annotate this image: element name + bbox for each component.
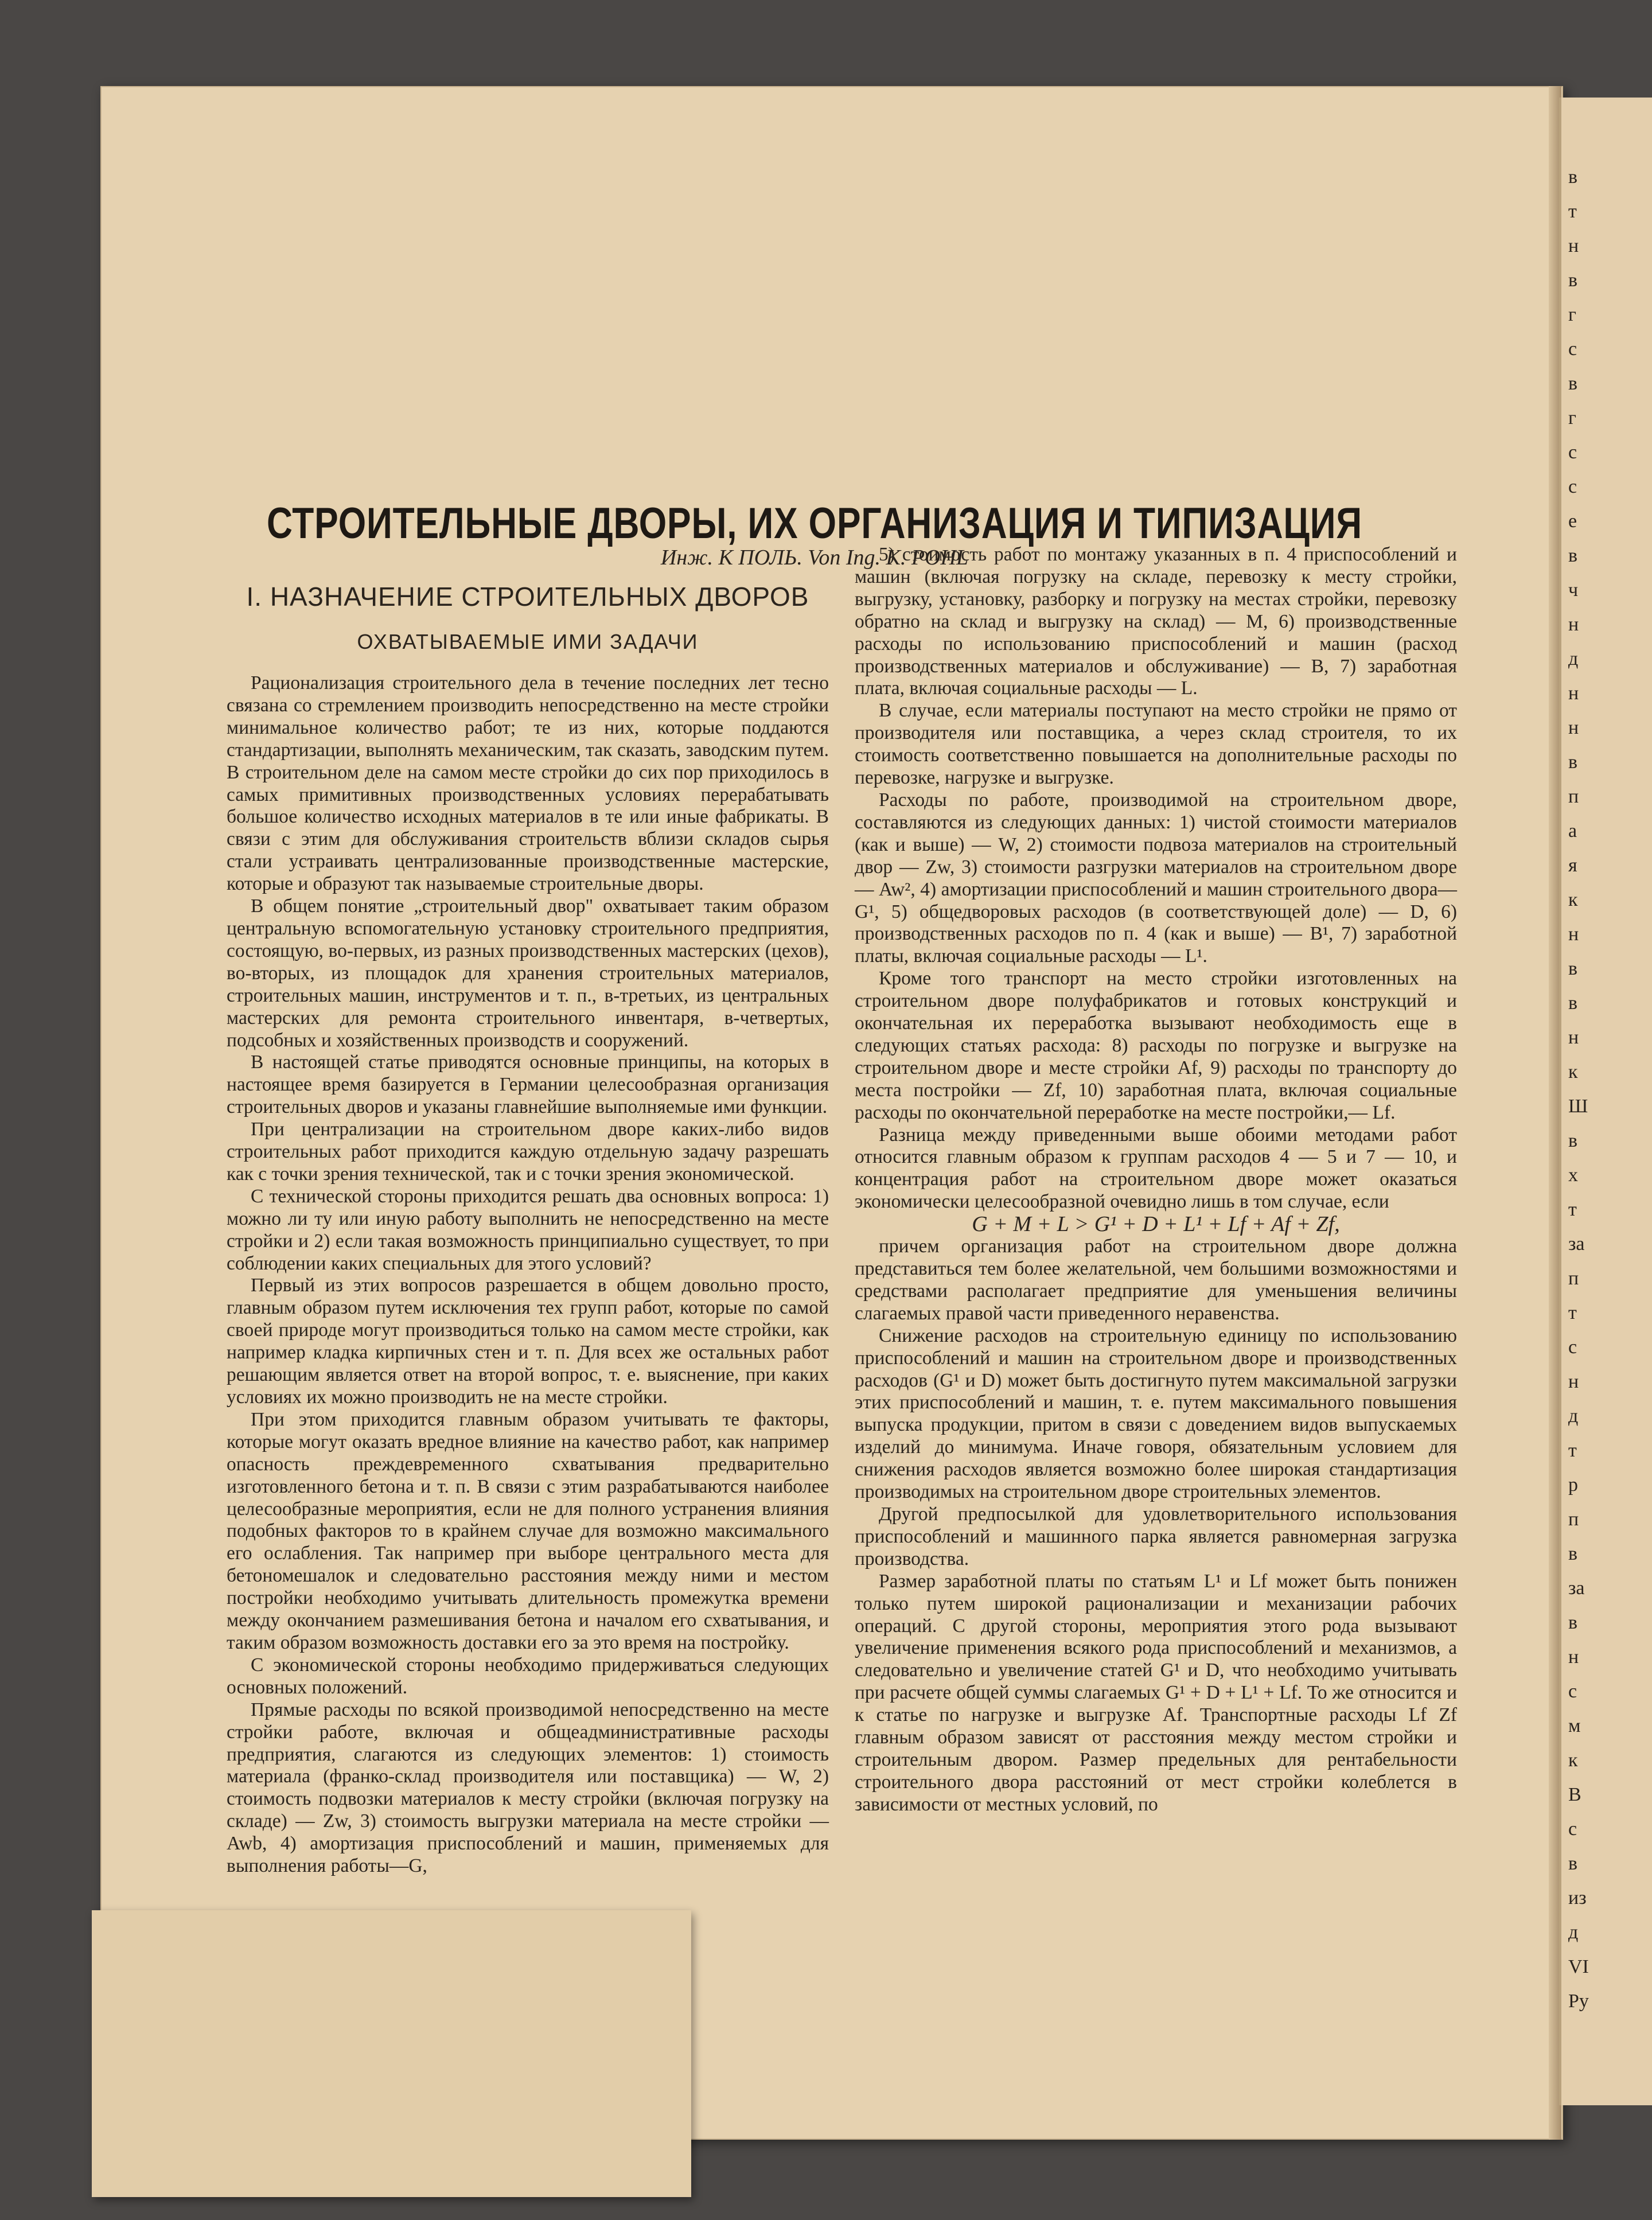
adjacent-page-fragment: ч <box>1568 579 1579 601</box>
right-column <box>855 544 1457 1816</box>
adjacent-page-fragment: Ру <box>1568 1991 1589 2012</box>
adjacent-page-fragment: с <box>1568 476 1577 497</box>
paragraph: При этом приходится главным образом учитывать те факторы, которые могут оказать вредное влияние на качество работ, как например опасность преждевременного схватывания предварительно изготовленного бетона и т. п. В связи с этим разрабатываются наиболее целесообразные мероприятия, если не для полного устранения влияния подобных факторов то в крайнем случае для возможно максимального его ослабления. Так например при выборе центрального места для бетономешалок и следовательно расстояния между ними и местом постройки необходимо учитывать длительность промежутка времени между окончанием размешивания бетона и началом его схватывания, и таким образом возможность доставки его за это время на постройку. <box>227 1408 829 1653</box>
adjacent-page-fragment: п <box>1568 1509 1579 1530</box>
adjacent-page-fragment: из <box>1568 1887 1587 1909</box>
paragraph: Расходы по работе, производимой на строительном дворе, составляются из следующих данных: 1) чистой стоимости материалов (как и выше) — W, 2) стоимости подвоза материалов на строительный двор — Zw, 3) стоимости разгрузки материалов на строительном дворе — Aw², 4) амортизации приспособлений и машин строительного двора—G¹, 5) общедворовых расходов (в соответствующей доле) — D, 6) производственных расходов по п. 4 (как и выше) — B¹, 7) заработной платы, включая социальные расходы — L¹. <box>855 789 1457 967</box>
adjacent-page-fragment: с <box>1568 338 1577 360</box>
adjacent-page-fragment: п <box>1568 786 1579 807</box>
adjacent-page-fragment: к <box>1568 889 1578 910</box>
paragraph: Разница между приведенными выше обоими методами работ относится главным образом к группам расходов 4 — 5 и 7 — 10, и концентрация работ на строительном дворе может оказаться экономически целесообразной очевидно лишь в том случае, если <box>855 1124 1457 1213</box>
paragraph: Прямые расходы по всякой производимой непосредственно на месте стройки работе, включая и общеадминистративные расходы предприятия, слагаются из следующих элементов: 1) стоимость материала (франко-склад производителя или поставщика) — W, 2) стоимость подвозки материалов к месту стройки (включая погрузку на складе) — Zw, 3) стоимость выгрузки материала на месте стройки — Awb, 4) амортизация приспособлений и машин, применяемых для выполнения работы—G, <box>227 1699 829 1877</box>
adjacent-page-fragment: н <box>1568 1027 1579 1048</box>
adjacent-page-fragment: с <box>1568 1681 1577 1702</box>
adjacent-page-fragment: н <box>1568 683 1579 704</box>
adjacent-page-fragment: в <box>1568 1130 1578 1151</box>
adjacent-page-fragment: в <box>1568 373 1578 394</box>
adjacent-page-fragment: н <box>1568 235 1579 256</box>
section-subheading: ОХВАТЫВАЕМЫЕ ИМИ ЗАДАЧИ <box>357 630 699 653</box>
adjacent-page-fragment: н <box>1568 924 1579 945</box>
paragraph: Рационализация строительного дела в течение последних лет тесно связана со стремлением производить непосредственно на месте стройки минимальное количество работ; те из них, которые поддаются стандартизации, выполнять механическим, так сказать, заводским путем. В строительном деле на самом месте стройки до сих пор приходилось в самых примитивных производственных условиях перерабатывать большое количество исходных материалов в те или иные фабрикаты. В связи с этим для обслуживания строительств вблизи складов сырья стали устраивать централизованные производственные мастерские, которые и образуют так называемые строительные дворы. <box>227 672 829 895</box>
paragraph: Кроме того транспорт на место стройки изготовленных на строительном дворе полуфабрикатов и готовых конструкций и окончательная их переработка вызывают необходимость еще в следующих статьях расхода: 8) расходы по погрузке и выгрузке на строительном дворе и месте стройки Af, 9) расходы по транспорту до места постройки — Zf, 10) заработная плата, включая социальные расходы по окончательной переработке на месте постройки,— Lf. <box>855 968 1457 1123</box>
paragraph: причем организация работ на строительном дворе должна представиться тем более желательной, чем большими возможностями и средствами располагает предприятие для уменьшения величины слагаемых правой части приведенного неравенства. <box>855 1236 1457 1324</box>
paragraph: В общем понятие „строительный двор" охватывает таким образом центральную вспомогательную установку строительного предприятия, состоящую, во-первых, из разных производственных мастерских (цехов), во-вторых, из площадок для хранения строительных материалов, строительных машин, инструментов и т. п., в-третьих, из центральных мастерских для ремонта строительного инвентаря, в-четвертых, подсобных и хозяйственных производств и сооружений. <box>227 895 829 1051</box>
adjacent-page-fragment: Ш <box>1568 1096 1588 1117</box>
adjacent-page-fragment: т <box>1568 1302 1577 1323</box>
adjacent-page-fragment: т <box>1568 1440 1577 1461</box>
article-title: СТРОИТЕЛЬНЫЕ ДВОРЫ, ИХ ОРГАНИЗАЦИЯ И ТИПИЗАЦИЯ <box>267 498 1362 548</box>
adjacent-page-fragment: в <box>1568 751 1578 773</box>
adjacent-page-fragment: к <box>1568 1750 1578 1771</box>
adjacent-page-fragment: в <box>1568 958 1578 979</box>
adjacent-page-fragment: к <box>1568 1061 1578 1082</box>
adjacent-page-fragment: в <box>1568 545 1578 566</box>
paragraph: 5) стоимость работ по монтажу указанных в п. 4 приспособлений и машин (включая погрузку на складе, перевозку к месту стройки, выгрузку, установку, разборку и погрузку на местах стройки, перевозку обратно на склад и выгрузку на склад) — M, 6) производственные расходы по использованию приспособлений и машин (расход производственных материалов и обслуживание) — B, 7) заработная плата, включая социальные расходы — L. <box>855 544 1457 699</box>
paragraph: Первый из этих вопросов разрешается в общем довольно просто, главным образом путем исключения тех групп работ, которые по самой своей природе могут производиться только на самом месте стройки, как например кладка кирпичных стен и т. п. Для всех же остальных работ решающим является ответ на второй вопрос, т. е. выяснение, при каких условиях их можно производить не на месте стройки. <box>227 1275 829 1408</box>
paragraph: При централизации на строительном дворе каких-либо видов строительных работ приходится каждую отдельную задачу разрешать как с точки зрения технической, так и с точки зрения экономической. <box>227 1119 829 1185</box>
adjacent-page-fragment: м <box>1568 1715 1581 1736</box>
left-column <box>227 579 829 1878</box>
adjacent-page-fragment: д <box>1568 1922 1579 1943</box>
paragraph: Снижение расходов на строительную единицу по использованию приспособлений и машин на строительном дворе и производственных расходов (G¹ и D) может быть достигнуто путем максимальной загрузки этих приспособлений и машин, т. е. путем максимального повышения выпуска продукции, притом в связи с доведением видов выпускаемых изделий до минимума. Иначе говоря, обязательным условием для снижения расходов является возможно более широкая стандартизация производимых на строительном дворе строительных элементов. <box>855 1325 1457 1503</box>
adjacent-page-fragment: VI <box>1568 1956 1589 1977</box>
adjacent-page-fragment: н <box>1568 614 1579 635</box>
adjacent-page-fragment: в <box>1568 1853 1578 1874</box>
adjacent-page-fragment: н <box>1568 1371 1579 1392</box>
paragraph: В случае, если материалы поступают на место стройки не прямо от производителя или поставщика, а через склад строителя, то их стоимость соответственно повышается на дополнительные расходы по перевозке, нагрузке и выгрузке. <box>855 700 1457 789</box>
adjacent-page-fragment: г <box>1568 304 1576 325</box>
adjacent-page-fragment: т <box>1568 1199 1577 1220</box>
adjacent-page-fragment: н <box>1568 717 1579 738</box>
adjacent-page-fragment: д <box>1568 1405 1579 1427</box>
adjacent-page-fragment: с <box>1568 1337 1577 1358</box>
adjacent-page-fragment: д <box>1568 648 1579 669</box>
section-heading: I. НАЗНАЧЕНИЕ СТРОИТЕЛЬНЫХ ДВОРОВ <box>246 582 809 612</box>
paragraph: С экономической стороны необходимо придерживаться следующих основных положений. <box>227 1654 829 1698</box>
paragraph: С технической стороны приходится решать два основных вопроса: 1) можно ли ту или иную работу выполнить не непосредственно на месте стройки и 2) если такая возможность принципиально существует, то при соблюдении каких специальных для этого условий? <box>227 1185 829 1274</box>
adjacent-page-fragment: в <box>1568 1543 1578 1564</box>
paragraph: В настоящей статье приводятся основные принципы, на которых в настоящее время базируется в Германии целесообразная организация строительных дворов и указаны главнейшие выполняемые ими функции. <box>227 1051 829 1118</box>
adjacent-page-fragment: с <box>1568 442 1577 463</box>
adjacent-page-edge <box>1559 98 1652 2105</box>
adjacent-page-fragment: п <box>1568 1268 1579 1289</box>
inequality-formula: G + M + L > G¹ + D + L¹ + Lf + Af + Zf, <box>972 1212 1340 1237</box>
page-torn-edge <box>92 1910 691 2197</box>
article-author: Инж. К ПОЛЬ. Von Ing. K. POHL <box>660 546 969 570</box>
adjacent-page-fragment: с <box>1568 1818 1577 1840</box>
adjacent-page-fragment: н <box>1568 1646 1579 1668</box>
adjacent-page-fragment: х <box>1568 1164 1578 1186</box>
paragraph: Размер заработной платы по статьям L¹ и Lf может быть понижен только путем широкой рационализации и механизации рабочих операций. С другой стороны, мероприятия этого рода вызывают увеличение применения всякого рода приспособлений и механизмов, а следовательно и увеличение статей G¹ и D, что необходимо учитывать при расчете общей суммы слагаемых G¹ + D + L¹ + Lf. То же относится и к статье по нагрузке и выгрузке Af. Транспортные расходы Lf Zf главным образом зависят от расстояния между местом стройки и строительным двором. Размер предельных для рентабельности строительного двора расстояний от мест стройки колеблется в зависимости от местных условий, по <box>855 1570 1457 1815</box>
adjacent-page-fragment: в <box>1568 270 1578 291</box>
paragraph: Другой предпосылкой для удовлетворительного использования приспособлений и машинного парка является равномерная загрузка производства. <box>855 1503 1457 1569</box>
adjacent-page-fragment: а <box>1568 820 1577 842</box>
adjacent-page-fragment: в <box>1568 992 1578 1014</box>
adjacent-page-fragment: в <box>1568 1612 1578 1633</box>
adjacent-page-fragment: за <box>1568 1233 1585 1255</box>
adjacent-page-fragment: т <box>1568 201 1577 222</box>
adjacent-page-fragment: я <box>1568 855 1577 876</box>
adjacent-page-fragment: за <box>1568 1578 1585 1599</box>
adjacent-page-fragment: р <box>1568 1474 1578 1495</box>
adjacent-page-fragment: в <box>1568 166 1578 188</box>
adjacent-page-fragment: е <box>1568 511 1577 532</box>
adjacent-page-fragment: г <box>1568 407 1576 429</box>
adjacent-page-fragment: В <box>1568 1784 1581 1805</box>
